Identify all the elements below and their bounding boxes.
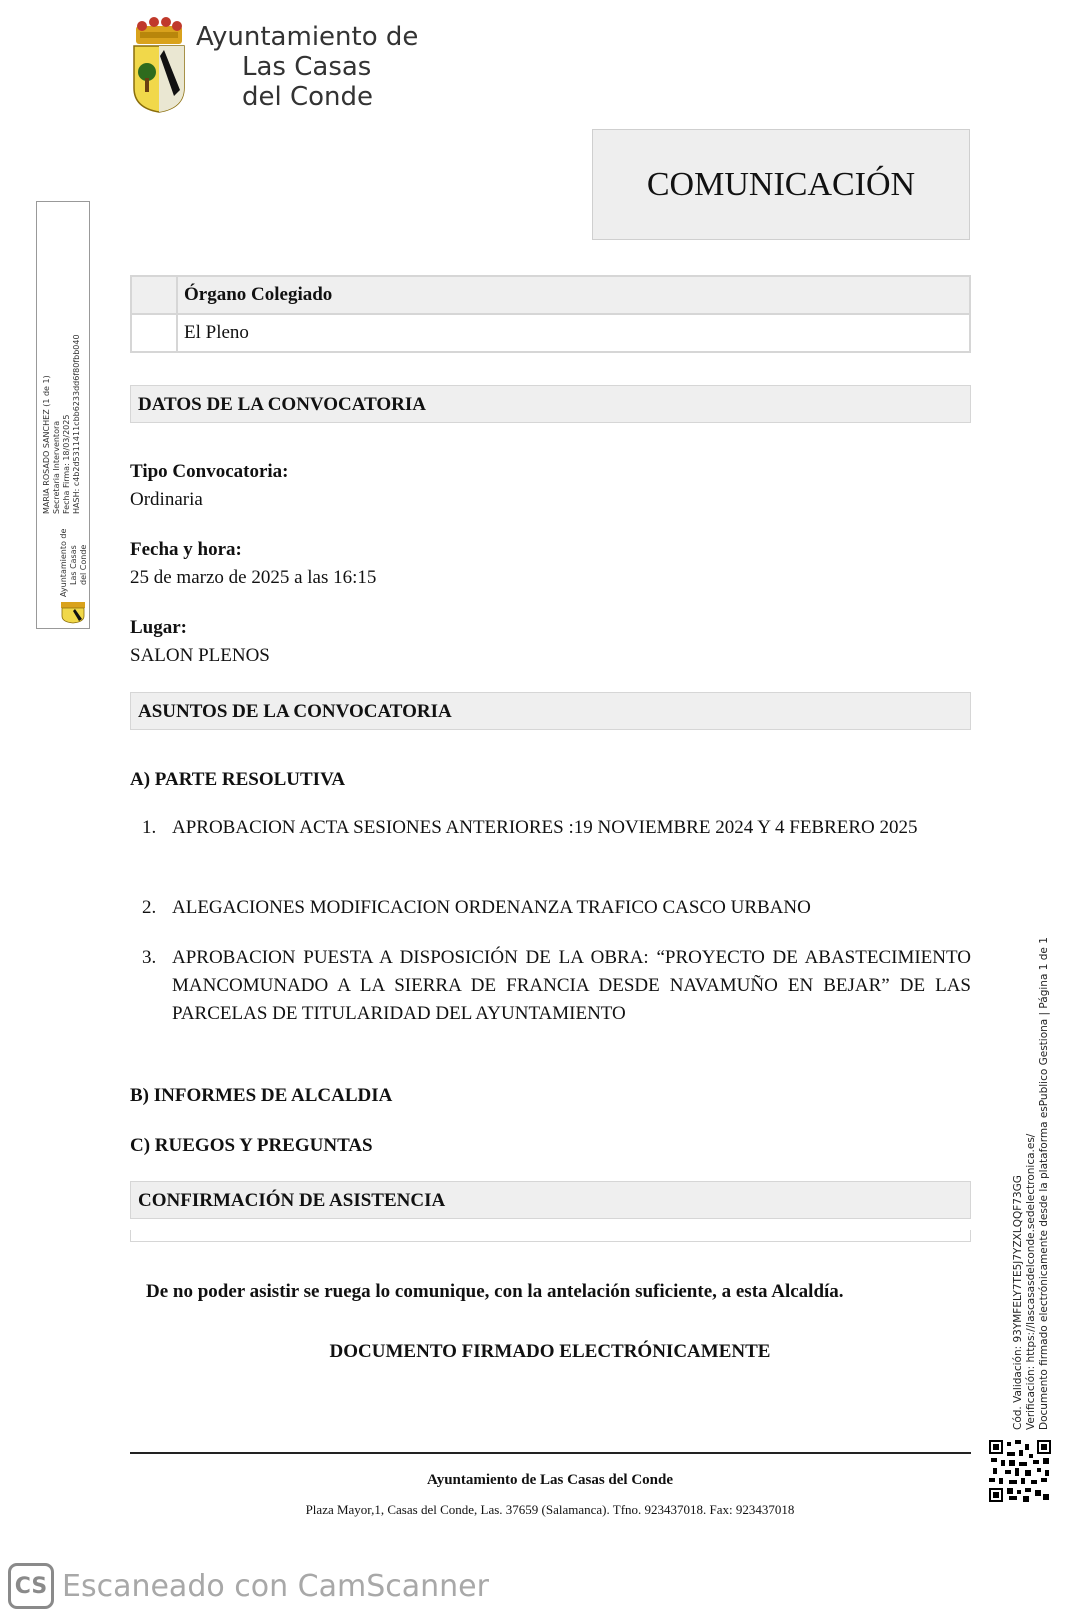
agenda-item: [142, 894, 971, 922]
tipo-convocatoria-label: Tipo Convocatoria:: [130, 461, 289, 482]
confirmacion-empty-row: [130, 1230, 971, 1242]
logo-line-1: Ayuntamiento de: [196, 22, 419, 52]
logo-line-2: Las Casas: [242, 52, 372, 82]
agenda-item-text: APROBACION PUESTA A DISPOSICIÓN DE LA OBRA: “PROYECTO DE ABASTECIMIENTO MANCOMUNADO A LA SIERRA DE FRANCIA DESDE NAVAMUÑO EN BEJAR” DE LAS PARCELAS DE TITULARIDAD DEL AYUNTAMIENTO: [172, 947, 971, 1024]
signer-name: MARIA ROSADO SANCHEZ (1 de 1): [42, 375, 51, 514]
agenda-item: [142, 944, 971, 1028]
organo-value: El Pleno: [177, 314, 970, 352]
signature-stamp: [36, 201, 90, 629]
camscanner-logo-icon: CS: [8, 1563, 54, 1609]
organo-label: Órgano Colegiado: [177, 276, 970, 314]
camscanner-text: Escaneado con CamScanner: [62, 1568, 489, 1604]
sign-hash: HASH: c4b2d5311411cbb6233dd6f80fbb040: [72, 334, 81, 514]
footer-address: Plaza Mayor,1, Casas del Conde, Las. 37659 (Salamanca). Tfno. 923437018. Fax: 923437018: [305, 1502, 795, 1517]
attendance-notice: De no poder asistir se ruega lo comunique, con la antelación suficiente, a esta Alcaldía.: [146, 1281, 844, 1302]
signer-role: Secretaria Interventora: [52, 420, 61, 514]
parte-resolutiva-heading: A) PARTE RESOLUTIVA: [130, 769, 346, 790]
agenda-item-text: ALEGACIONES MODIFICACION ORDENANZA TRAFICO CASCO URBANO: [172, 897, 811, 918]
signature-stamp-text: [42, 334, 82, 514]
stamp-org-line-1: Ayuntamiento de: [59, 528, 68, 597]
stamp-logo-icon: [59, 600, 87, 624]
validation-code: Cód. Validación: 93YMFELY7TE5J7YZXLQQF73GG: [1012, 1175, 1024, 1430]
logo-line-3: del Conde: [242, 82, 374, 112]
informes-alcaldia-heading: B) INFORMES DE ALCALDIA: [130, 1085, 393, 1106]
stamp-org-line-3: del Conde: [79, 544, 88, 585]
section-confirmacion-asistencia: CONFIRMACIÓN DE ASISTENCIA: [130, 1181, 971, 1219]
validation-platform: Documento firmado electrónicamente desde la plataforma esPublico Gestiona | Página 1 de 1: [1038, 937, 1050, 1430]
fecha-hora-label: Fecha y hora:: [130, 539, 242, 560]
organo-header-row: [131, 276, 970, 314]
agenda-item-text: APROBACION ACTA SESIONES ANTERIORES :19 NOVIEMBRE 2024 Y 4 FEBRERO 2025: [172, 817, 918, 838]
sign-date: Fecha Firma: 18/03/2025: [62, 414, 71, 514]
tipo-convocatoria-value: Ordinaria: [130, 489, 203, 510]
coat-of-arms-icon: [130, 16, 188, 114]
municipal-logo: [130, 16, 188, 114]
section-asuntos-convocatoria: ASUNTOS DE LA CONVOCATORIA: [130, 692, 971, 730]
validation-text: [1012, 937, 1051, 1430]
stamp-org-line-2: Las Casas: [69, 545, 78, 585]
agenda-item-number: 3.: [142, 947, 157, 968]
document-type-title: COMUNICACIÓN: [646, 165, 916, 203]
validation-url: Verificación: https://lascasasdelconde.sedelectronica.es/: [1025, 1133, 1037, 1430]
agenda-item: [142, 814, 971, 842]
lugar-value: SALON PLENOS: [130, 645, 270, 666]
fecha-hora-value: 25 de marzo de 2025 a las 16:15: [130, 567, 377, 588]
footer-divider: [130, 1452, 971, 1454]
footer-organization: Ayuntamiento de Las Casas del Conde: [427, 1472, 673, 1488]
organo-table: [130, 275, 971, 353]
logo-title: [196, 22, 418, 112]
document-type-box: [592, 129, 970, 240]
agenda-item-number: 2.: [142, 897, 157, 918]
organo-value-row: [131, 314, 970, 352]
stamp-organization: [59, 529, 89, 597]
ruegos-preguntas-heading: C) RUEGOS Y PREGUNTAS: [130, 1135, 373, 1156]
lugar-label: Lugar:: [130, 617, 187, 638]
section-datos-convocatoria: DATOS DE LA CONVOCATORIA: [130, 385, 971, 423]
agenda-item-number: 1.: [142, 817, 157, 838]
signed-electronically: DOCUMENTO FIRMADO ELECTRÓNICAMENTE: [329, 1341, 771, 1362]
camscanner-watermark: [8, 1563, 489, 1609]
qr-code-icon: [989, 1440, 1051, 1502]
